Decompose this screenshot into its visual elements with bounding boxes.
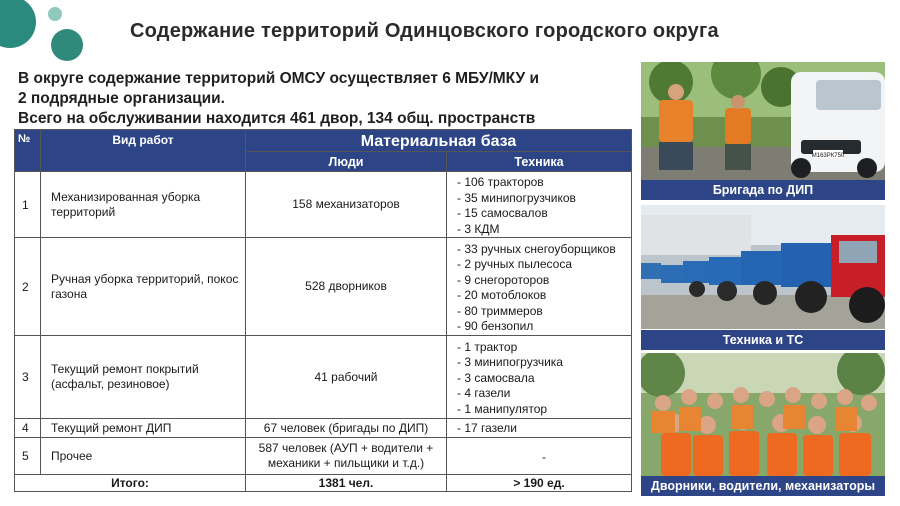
photo-workers <box>641 353 885 476</box>
equipment-item: - 35 минипогрузчиков <box>457 190 576 205</box>
equipment-item: - 1 трактор <box>457 339 518 354</box>
photo-dip-brigade <box>641 62 885 180</box>
equipment-item: - 4 газели <box>457 386 511 401</box>
caption-workers: Дворники, водители, механизаторы <box>641 476 885 496</box>
caption-machinery: Техника и ТС <box>641 330 885 350</box>
row-num: 4 <box>15 419 41 438</box>
equipment-item: - 3 минипогрузчика <box>457 355 563 370</box>
row-equipment <box>447 419 632 438</box>
equipment-item: - 80 триммеров <box>457 303 543 318</box>
equipment-item: - 17 газели <box>457 420 518 435</box>
equipment-item: - 1 манипулятор <box>457 401 548 416</box>
row-num: 1 <box>15 172 41 238</box>
header-num: № <box>15 130 41 172</box>
intro-line: 2 подрядные организации. <box>18 90 225 107</box>
logo <box>0 0 100 70</box>
header-people: Люди <box>246 152 447 172</box>
intro-text <box>18 69 628 129</box>
caption-dip-brigade: Бригада по ДИП <box>641 180 885 200</box>
logo-circle-medium <box>51 29 83 61</box>
row-equipment <box>447 438 632 475</box>
total-equipment: > 190 ед. <box>447 475 632 492</box>
total-label: Итого: <box>15 475 246 492</box>
equipment-item: - 106 тракторов <box>457 175 544 189</box>
equipment-item: - 15 самосвалов <box>457 206 548 220</box>
row-work: Прочее <box>41 438 246 475</box>
equipment-item: - 9 снегороторов <box>457 272 550 287</box>
row-people: 587 человек (АУП + водители + механики + пильщики и т.д.) <box>246 438 447 475</box>
row-work: Текущий ремонт ДИП <box>41 419 246 438</box>
row-work: Текущий ремонт покрытий (асфальт, резиновое) <box>41 336 246 419</box>
row-num: 5 <box>15 438 41 475</box>
equipment-item: - 33 ручных снегоуборщиков <box>457 241 616 256</box>
row-work: Механизированная уборка территорий <box>41 172 246 238</box>
table-row <box>15 238 632 336</box>
equipment-item: - 20 мотоблоков <box>457 288 547 302</box>
header-equipment: Техника <box>447 152 632 172</box>
logo-circle-large <box>0 0 36 48</box>
total-people: 1381 чел. <box>246 475 447 492</box>
row-num: 2 <box>15 238 41 336</box>
intro-line: В округе содержание территорий ОМСУ осуществляет 6 МБУ/МКУ и <box>18 70 539 87</box>
row-equipment <box>447 172 632 238</box>
row-people: 158 механизаторов <box>246 172 447 238</box>
header-work: Вид работ <box>41 130 246 172</box>
table-row <box>15 438 632 475</box>
intro-line: Всего на обслуживании находится 461 двор, 134 общ. пространств <box>18 110 536 127</box>
license-plate: М163РК750 <box>811 153 845 159</box>
table-row <box>15 336 632 419</box>
row-people: 528 дворников <box>246 238 447 336</box>
equipment-item: - 3 самосвала <box>457 370 535 385</box>
row-people: 41 рабочий <box>246 336 447 419</box>
row-num: 3 <box>15 336 41 419</box>
row-equipment <box>447 238 632 336</box>
equipment-item: - 90 бензопил <box>457 319 534 333</box>
row-equipment <box>447 336 632 419</box>
logo-circle-small <box>48 7 62 21</box>
page-title: Содержание территорий Одинцовского городского округа <box>130 20 719 42</box>
resources-table <box>14 129 632 492</box>
equipment-item: - 2 ручных пылесоса <box>457 257 572 271</box>
photo-machinery <box>641 205 885 329</box>
equipment-item: - 3 КДМ <box>457 221 500 236</box>
row-work: Ручная уборка территорий, покос газона <box>41 238 246 336</box>
row-people: 67 человек (бригады по ДИП) <box>246 419 447 438</box>
equipment-item: - <box>542 449 546 464</box>
table-row <box>15 172 632 238</box>
header-material-base: Материальная база <box>246 130 632 152</box>
table-row <box>15 419 632 438</box>
total-row <box>15 475 632 492</box>
